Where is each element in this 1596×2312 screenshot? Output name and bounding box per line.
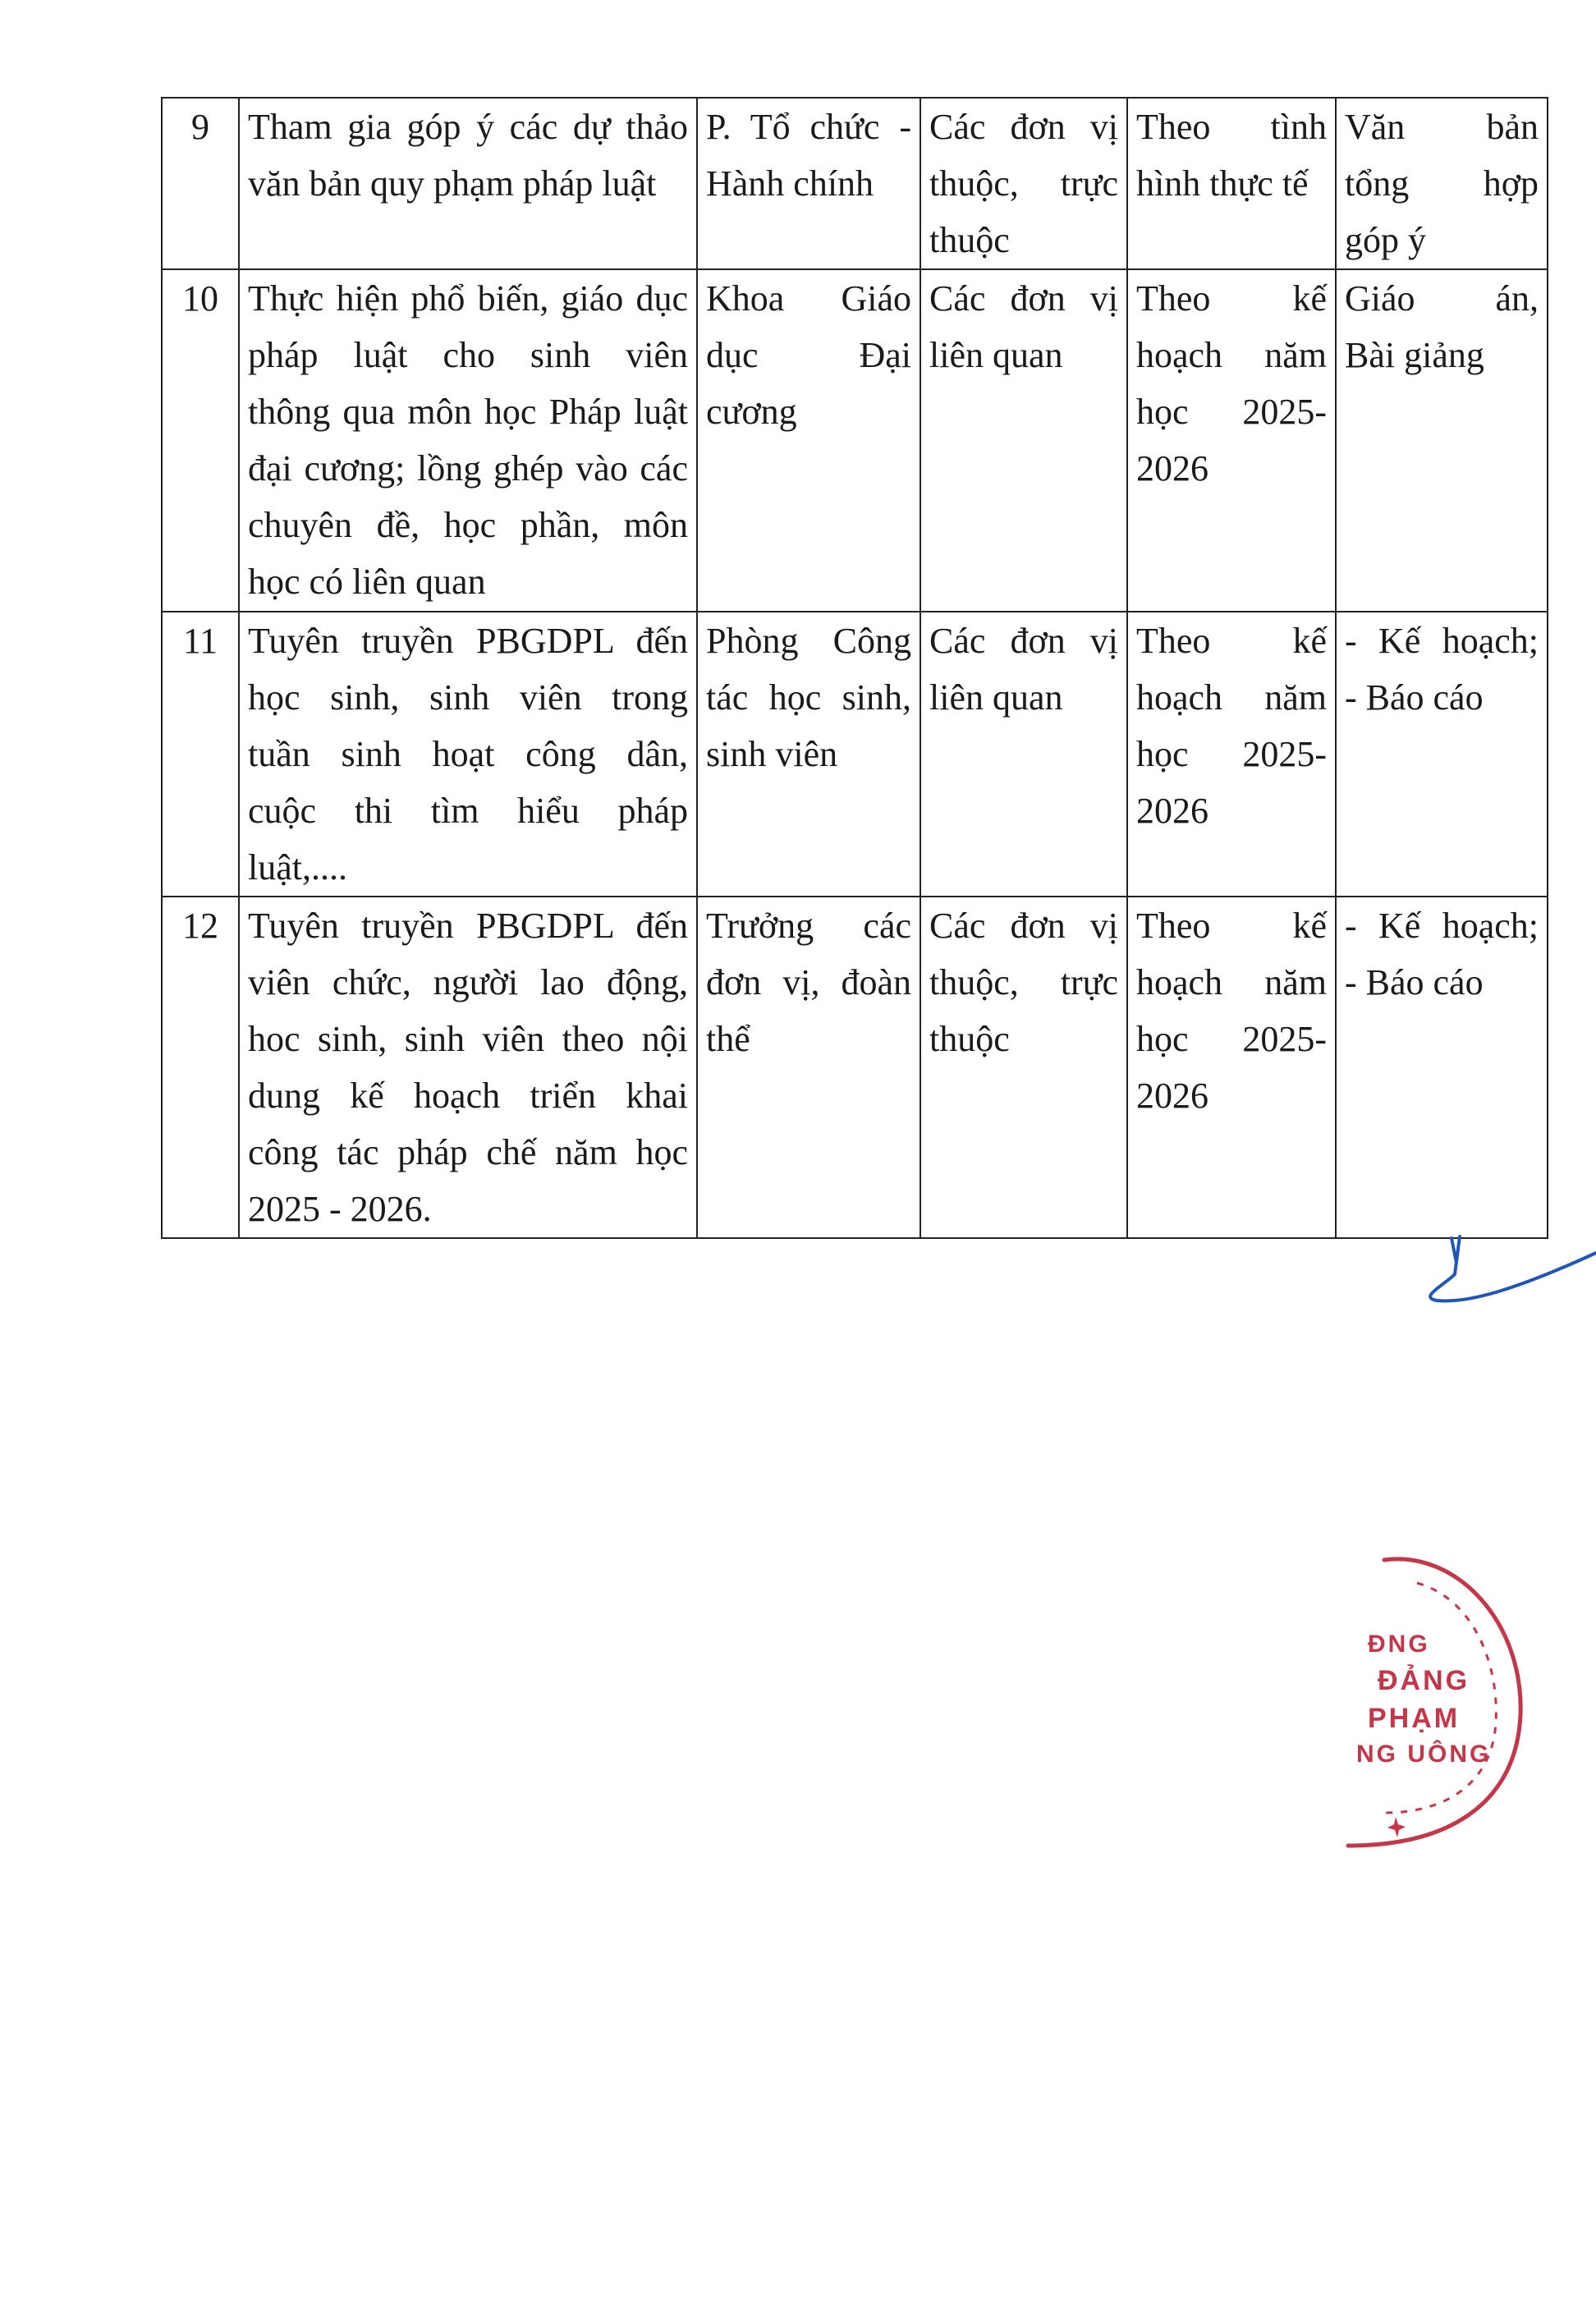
cell-line: Khoa Giáo <box>706 278 911 319</box>
cell-line: hình thực tế <box>1136 163 1309 204</box>
task-cell <box>239 612 697 897</box>
timeline-cell-text <box>1136 99 1327 212</box>
table-row <box>162 98 1548 269</box>
cell-line: học 2025- <box>1136 734 1327 774</box>
cell-line: công tác pháp chế năm học <box>248 1132 688 1172</box>
cell-line: 2026 <box>1136 1076 1208 1116</box>
cell-line: hoạch năm <box>1136 962 1327 1002</box>
cell-line: hoạch năm <box>1136 335 1327 375</box>
cell-line: học có liên quan <box>248 562 486 602</box>
seal-line-2: ĐẢNG <box>1378 1665 1470 1696</box>
coop-unit-cell-text <box>929 270 1118 383</box>
cell-line: cuộc thi tìm hiểu pháp <box>248 791 688 831</box>
cell-line: Tuyên truyền PBGDPL đến <box>248 621 688 661</box>
cell-line: thuộc, trực <box>929 962 1118 1002</box>
signature-mark <box>1419 1222 1596 1312</box>
cell-line: pháp luật cho sinh viên <box>248 335 688 375</box>
cell-line: góp ý <box>1345 220 1426 260</box>
timeline-cell <box>1127 269 1336 612</box>
cell-line: - Kế hoạch; <box>1345 621 1539 661</box>
cell-line: Theo kế <box>1136 906 1327 946</box>
cell-line: thuộc, trực <box>929 163 1118 204</box>
cell-line: tuần sinh hoạt công dân, <box>248 734 688 774</box>
row-number: 11 <box>162 612 239 897</box>
lead-unit-cell-text <box>706 270 911 440</box>
output-cell-text <box>1345 99 1539 268</box>
table-row <box>162 269 1548 612</box>
cell-line: dục Đại <box>706 335 911 375</box>
timeline-cell <box>1127 612 1336 897</box>
lead-unit-cell <box>697 269 920 612</box>
output-cell <box>1336 269 1548 612</box>
cell-line: Tuyên truyền PBGDPL đến <box>248 906 688 946</box>
cell-line: Các đơn vị <box>929 278 1118 319</box>
cell-line: Văn bản <box>1345 107 1539 147</box>
signature-stroke <box>1430 1236 1596 1301</box>
cell-line: dung kế hoạch triển khai <box>248 1076 688 1116</box>
timeline-cell <box>1127 897 1336 1238</box>
cell-line: thể <box>706 1019 750 1059</box>
cell-line: học 2025- <box>1136 392 1327 432</box>
lead-unit-cell-text <box>706 612 911 782</box>
cell-line: Theo kế <box>1136 621 1327 661</box>
cell-line: văn bản quy phạm pháp luật <box>248 163 657 204</box>
output-cell <box>1336 612 1548 897</box>
cell-line: 2026 <box>1136 448 1208 489</box>
lead-unit-cell-text <box>706 897 911 1067</box>
cell-line: liên quan <box>929 335 1063 375</box>
cell-line: Giáo án, <box>1345 278 1539 319</box>
task-cell <box>239 269 697 612</box>
row-number: 9 <box>162 98 239 269</box>
task-cell <box>239 897 697 1238</box>
cell-line: học sinh, sinh viên trong <box>248 677 688 718</box>
lead-unit-cell-text <box>706 99 911 212</box>
task-cell-text <box>248 897 688 1237</box>
table-row <box>162 897 1548 1238</box>
cell-line: Tham gia góp ý các dự thảo <box>248 107 688 147</box>
cell-line: viên chức, người lao động, <box>248 962 688 1002</box>
timeline-cell-text <box>1136 612 1327 839</box>
cell-line: Hành chính <box>706 163 874 204</box>
cell-line: 2026 <box>1136 791 1208 831</box>
coop-unit-cell-text <box>929 99 1118 268</box>
coop-unit-cell-text <box>929 897 1118 1067</box>
cell-line: cương <box>706 392 797 432</box>
coop-unit-cell-text <box>929 612 1118 726</box>
cell-line: - Kế hoạch; <box>1345 906 1539 946</box>
cell-line: Theo kế <box>1136 278 1327 319</box>
cell-line: tác học sinh, <box>706 677 911 718</box>
seal-line-1: ĐNG <box>1368 1631 1430 1658</box>
coop-unit-cell <box>920 98 1127 269</box>
cell-line: - Báo cáo <box>1345 962 1484 1002</box>
lead-unit-cell <box>697 612 920 897</box>
row-number: 10 <box>162 269 239 612</box>
cell-line: Bài giảng <box>1345 335 1484 375</box>
cell-line: đại cương; lồng ghép vào các <box>248 448 688 489</box>
task-cell <box>239 98 697 269</box>
official-seal <box>1335 1550 1532 1862</box>
cell-line: thuộc <box>929 1019 1010 1059</box>
row-number: 12 <box>162 897 239 1238</box>
plan-table <box>161 97 1548 1239</box>
cell-line: Theo tình <box>1136 107 1327 147</box>
lead-unit-cell <box>697 897 920 1238</box>
cell-line: Thực hiện phổ biến, giáo dục <box>248 278 688 319</box>
cell-line: Các đơn vị <box>929 621 1118 661</box>
task-cell-text <box>248 612 688 896</box>
output-cell <box>1336 98 1548 269</box>
task-cell-text <box>248 99 688 212</box>
coop-unit-cell <box>920 612 1127 897</box>
timeline-cell <box>1127 98 1336 269</box>
cell-line: 2025 - 2026. <box>248 1189 432 1229</box>
seal-line-3: PHẠM <box>1368 1703 1461 1734</box>
cell-line: - Báo cáo <box>1345 677 1484 718</box>
cell-line: P. Tổ chức - <box>706 107 911 147</box>
timeline-cell-text <box>1136 897 1327 1124</box>
cell-line: thuộc <box>929 220 1010 260</box>
cell-line: Trưởng các <box>706 906 911 946</box>
cell-line: chuyên đề, học phần, môn <box>248 505 688 545</box>
cell-line: luật,.... <box>248 847 347 888</box>
timeline-cell-text <box>1136 270 1327 497</box>
cell-line: học 2025- <box>1136 1019 1327 1059</box>
cell-line: sinh viên <box>706 734 838 774</box>
table-row <box>162 612 1548 897</box>
cell-line: Phòng Công <box>706 621 911 661</box>
cell-line: tổng hợp <box>1345 163 1539 204</box>
coop-unit-cell <box>920 897 1127 1238</box>
cell-line: liên quan <box>929 677 1063 718</box>
cell-line: Các đơn vị <box>929 107 1118 147</box>
cell-line: hoc sinh, sinh viên theo nội <box>248 1019 688 1059</box>
coop-unit-cell <box>920 269 1127 612</box>
output-cell-text <box>1345 270 1539 383</box>
output-cell-text <box>1345 612 1539 726</box>
cell-line: Các đơn vị <box>929 906 1118 946</box>
output-cell <box>1336 897 1548 1238</box>
plan-table-body <box>162 98 1548 1238</box>
lead-unit-cell <box>697 98 920 269</box>
cell-line: thông qua môn học Pháp luật <box>248 392 688 432</box>
output-cell-text <box>1345 897 1539 1011</box>
seal-line-4: NG UÔNG <box>1356 1741 1492 1768</box>
cell-line: hoạch năm <box>1136 677 1327 718</box>
cell-line: đơn vị, đoàn <box>706 962 911 1002</box>
task-cell-text <box>248 270 688 610</box>
